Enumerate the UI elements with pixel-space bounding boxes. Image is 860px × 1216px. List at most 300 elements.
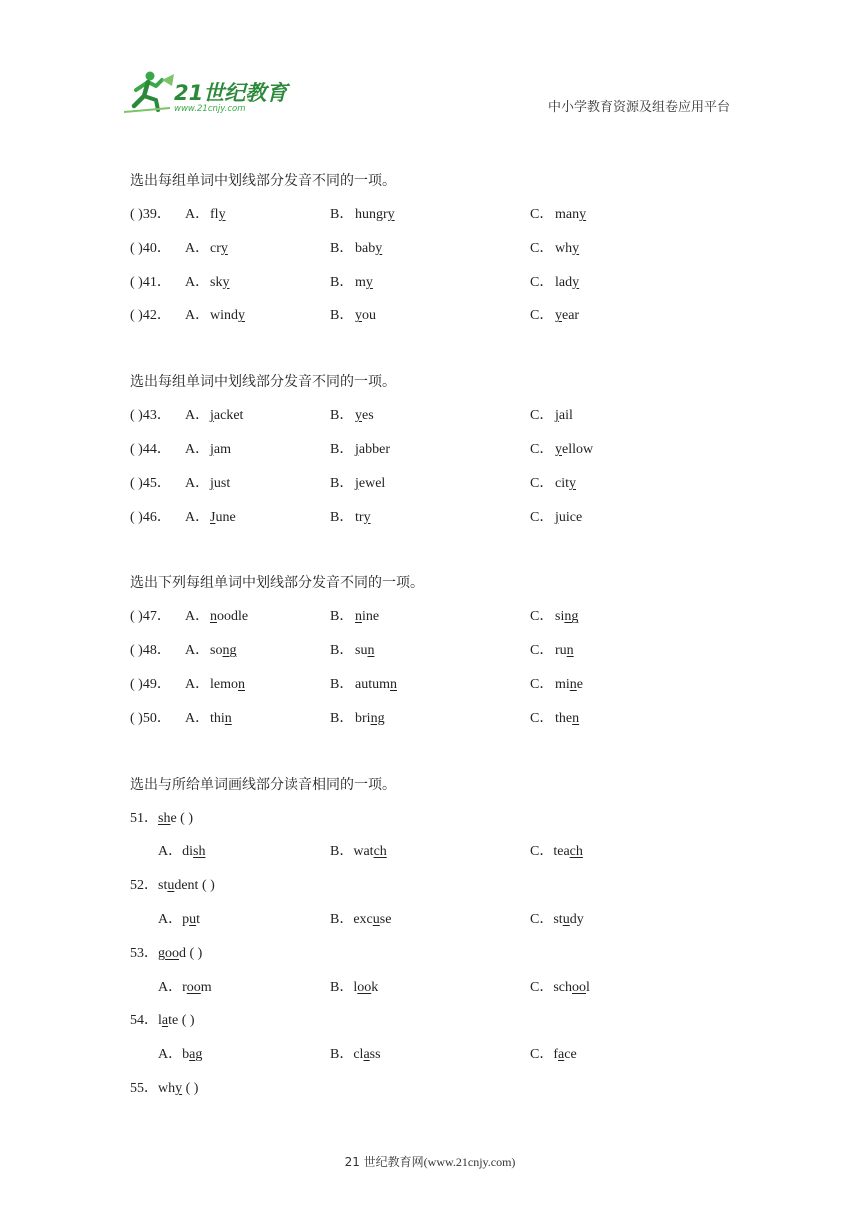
underlined-part: n (238, 676, 245, 692)
option-b[interactable] (330, 269, 373, 297)
underlined-part: sh (193, 844, 206, 860)
word-part: m (355, 274, 366, 290)
option-word (355, 275, 373, 290)
option-word (553, 844, 583, 859)
option-b[interactable] (330, 470, 385, 498)
word-part: si (555, 609, 565, 625)
option-word (353, 912, 391, 927)
underlined-part: sh (158, 810, 171, 826)
question-row (130, 603, 770, 637)
underlined-part: a (161, 1013, 169, 1029)
underlined-part: y (579, 207, 587, 222)
option-word (353, 980, 378, 995)
option-word (553, 1047, 576, 1062)
option-label: A． (185, 609, 210, 625)
option-word (355, 643, 374, 658)
option-a[interactable] (158, 906, 200, 934)
underlined-part: a (189, 1047, 196, 1063)
word-part: g (158, 945, 165, 961)
question-number: ( )41． (130, 274, 171, 290)
option-label: A． (158, 911, 183, 927)
underlined-part: y (218, 207, 226, 222)
option-label: C． (530, 643, 554, 659)
underlined-part: n (224, 710, 232, 726)
option-label: A． (158, 1047, 183, 1063)
word-part: st (553, 911, 563, 927)
underlined-part: y (572, 274, 580, 290)
option-word (210, 476, 230, 491)
option-label: B． (330, 911, 354, 927)
underlined-part: y (555, 441, 562, 457)
option-label: C． (530, 408, 554, 424)
word-part: di (182, 844, 194, 860)
word-part: se (379, 911, 392, 927)
option-word (555, 275, 579, 290)
option-b[interactable] (330, 504, 371, 532)
word-part: lemo (210, 676, 238, 692)
word-part: ewel (358, 475, 386, 491)
option-word (182, 980, 212, 995)
option-label: B． (330, 609, 354, 625)
option-c[interactable] (530, 470, 576, 498)
word-part: wind (210, 308, 238, 324)
word-part: ru (555, 643, 567, 659)
underlined-part: y (555, 308, 562, 324)
option-label: C． (530, 1047, 554, 1063)
word-part: bri (355, 710, 371, 726)
option-a[interactable] (185, 235, 228, 263)
option-label: B． (330, 676, 354, 692)
option-b[interactable] (330, 302, 376, 330)
word-part: autum (355, 676, 390, 692)
underlined-part: J (210, 509, 216, 525)
underlined-part: ng (564, 609, 579, 625)
question-number: ( )46． (130, 509, 171, 525)
word-part: g (195, 1047, 203, 1063)
option-c[interactable] (530, 436, 593, 464)
word-part: acket (213, 408, 244, 424)
underlined-part: a (558, 1047, 565, 1063)
option-word (355, 677, 397, 692)
option-label: C． (530, 207, 554, 222)
word-part: tea (553, 844, 570, 860)
underlined-part: y (387, 207, 395, 222)
question-row (130, 269, 770, 303)
option-a[interactable] (185, 436, 231, 464)
word-part: r (182, 979, 187, 995)
option-b[interactable] (330, 235, 382, 263)
options-row (130, 838, 770, 872)
underlined-part: y (365, 274, 373, 290)
question-number: ( )42． (130, 308, 171, 324)
option-b[interactable] (330, 402, 374, 430)
option-c[interactable] (530, 201, 586, 229)
logo-21cnjy (122, 68, 292, 116)
option-label: C． (530, 475, 554, 491)
option-word (555, 207, 586, 222)
option-word (355, 408, 374, 423)
underlined-part: j (555, 509, 559, 525)
exercise-section (130, 167, 770, 336)
logo-url: www.21cnjy.com (174, 104, 246, 114)
option-label: A． (158, 979, 183, 995)
word-part: hungr (355, 207, 388, 222)
question-row (130, 402, 770, 436)
question-number: ( )47． (130, 609, 171, 625)
option-a[interactable] (158, 974, 212, 1002)
underlined-part: j (210, 475, 214, 491)
option-label: A． (185, 308, 210, 324)
underlined-part: u (562, 911, 570, 927)
option-b[interactable] (330, 705, 385, 733)
question-row (130, 436, 770, 470)
option-word (555, 442, 593, 457)
word-part: es (362, 408, 374, 424)
footer-url: (www.21cnjy.com) (423, 1155, 516, 1169)
word-part: sch (553, 979, 573, 995)
option-word (182, 1047, 202, 1062)
underlined-part: u (189, 911, 197, 927)
options-row (130, 1041, 770, 1075)
question-number: ( )45． (130, 475, 171, 491)
option-label: A． (185, 475, 210, 491)
option-c[interactable] (530, 637, 574, 665)
page-header (0, 0, 860, 130)
underlined-part: j (555, 408, 559, 424)
option-c[interactable] (530, 838, 583, 866)
option-c[interactable] (530, 269, 579, 297)
option-word (210, 408, 243, 423)
option-label: B． (330, 844, 354, 860)
word-part: ( ) (182, 1080, 199, 1096)
option-label: B． (330, 308, 354, 324)
underlined-part: ch (373, 844, 387, 860)
option-c[interactable] (530, 906, 584, 934)
word-part: ine (362, 609, 380, 625)
option-a[interactable] (185, 637, 236, 665)
options-row (130, 974, 770, 1008)
word-part: l (353, 979, 358, 995)
option-label: C． (530, 609, 554, 625)
word-part: t (196, 911, 201, 927)
option-word (555, 308, 579, 323)
option-word (182, 844, 205, 859)
exercise-section (130, 771, 770, 1109)
word-part: ou (362, 308, 376, 324)
word-part: p (182, 911, 190, 927)
option-label: C． (530, 979, 554, 995)
question-number: ( )43． (130, 408, 171, 424)
underlined-part: y (572, 240, 580, 256)
option-word (555, 241, 579, 256)
option-b[interactable] (330, 838, 387, 866)
underlined-part: y (355, 408, 362, 424)
option-label: B． (330, 1047, 354, 1063)
question-number: ( )48． (130, 643, 171, 659)
underlined-part: n (210, 609, 217, 625)
word-part: cr (210, 240, 221, 256)
option-label: B． (330, 643, 354, 659)
word-part: ce (564, 1047, 577, 1063)
underlined-part: oo (357, 979, 372, 995)
word-part: cl (353, 1047, 364, 1063)
underlined-part: y (175, 1080, 183, 1096)
word-part: d ( ) (179, 945, 203, 961)
underlined-part: oo (165, 945, 179, 961)
word-part: wh (158, 1080, 176, 1096)
option-a[interactable] (158, 1041, 202, 1069)
option-label: C． (530, 274, 554, 290)
option-word (210, 442, 231, 457)
option-word (210, 207, 226, 222)
word-part: l (158, 1013, 162, 1029)
option-a[interactable] (185, 705, 232, 733)
underlined-part: oo (186, 979, 201, 995)
underlined-part: y (222, 274, 230, 290)
question-number: ( )50． (130, 710, 171, 726)
option-b[interactable] (330, 603, 379, 631)
option-label: B． (330, 274, 354, 290)
underlined-part: j (355, 475, 359, 491)
option-a[interactable] (185, 302, 245, 330)
option-label: A． (185, 676, 210, 692)
question-number: 53． (130, 945, 158, 961)
option-b[interactable] (330, 1041, 381, 1069)
option-word (555, 408, 573, 423)
question-number: 54． (130, 1013, 158, 1029)
option-a[interactable] (185, 269, 229, 297)
option-label: C． (530, 240, 554, 256)
word-part: dent ( ) (174, 878, 215, 894)
section-instruction: 选出每组单词中划线部分发音不同的一项。 (130, 173, 396, 189)
word-part: su (355, 643, 368, 659)
option-a[interactable] (185, 201, 226, 229)
worksheet-content (130, 167, 770, 1141)
option-word (355, 241, 382, 256)
question-row (130, 671, 770, 705)
word-part: b (182, 1047, 190, 1063)
word-part: bab (355, 240, 376, 256)
underlined-part: n (566, 643, 574, 659)
section-instruction: 选出与所给单词画线部分读音相同的一项。 (130, 776, 396, 793)
option-label: A． (158, 844, 183, 860)
word-part: e ( ) (170, 810, 193, 826)
option-word (355, 711, 385, 726)
underlined-part: n (572, 710, 580, 726)
question-row (130, 302, 770, 336)
question-stem (130, 872, 770, 906)
option-c[interactable] (530, 603, 578, 631)
option-word (210, 643, 236, 658)
option-word (210, 711, 232, 726)
question-number: ( )44． (130, 441, 171, 457)
option-c[interactable] (530, 1041, 577, 1069)
underlined-part: y (220, 240, 228, 256)
word-part: uice (558, 509, 583, 525)
word-part: dy (569, 911, 584, 927)
option-label: B． (330, 509, 354, 525)
option-word (210, 677, 245, 692)
option-label: A． (185, 441, 210, 457)
footer-site-name: 21 世纪教育网 (344, 1155, 424, 1169)
section-instruction: 选出下列每组单词中划线部分发音不同的一项。 (130, 575, 424, 592)
underlined-part: n (569, 676, 577, 692)
option-word (210, 308, 245, 323)
option-label: C． (530, 308, 554, 324)
underlined-part: y (238, 308, 245, 324)
word-part: ust (213, 475, 231, 491)
option-word (355, 308, 376, 323)
word-part: am (213, 441, 231, 457)
option-a[interactable] (185, 671, 245, 699)
option-c[interactable] (530, 402, 573, 430)
underlined-part: u (372, 911, 380, 927)
word-part: fl (210, 207, 219, 222)
exercise-section (130, 368, 770, 537)
option-label: B． (330, 408, 354, 424)
option-word (555, 677, 583, 692)
word-part: f (553, 1047, 559, 1063)
underlined-part: n (367, 643, 375, 659)
word-part: wh (555, 240, 573, 256)
option-label: C． (530, 844, 554, 860)
option-label: B． (330, 441, 354, 457)
option-word (355, 510, 371, 525)
word-part: m (200, 979, 212, 995)
option-label: A． (185, 207, 210, 222)
option-word (555, 609, 578, 624)
word-part: st (158, 878, 168, 894)
option-b[interactable] (330, 671, 397, 699)
option-label: B． (330, 475, 354, 491)
option-b[interactable] (330, 637, 374, 665)
option-label: C． (530, 911, 554, 927)
option-word (353, 844, 386, 859)
option-label: A． (185, 240, 210, 256)
option-label: A． (185, 274, 210, 290)
platform-tagline: 中小学教育资源及组卷应用平台 (548, 100, 731, 115)
option-c[interactable] (530, 302, 579, 330)
logo-text: 21世纪教育 (174, 81, 288, 105)
underlined-part: y (355, 308, 362, 324)
question-stem (130, 940, 770, 974)
option-a[interactable] (185, 470, 230, 498)
option-word (555, 711, 579, 726)
option-label: C． (530, 441, 554, 457)
word-part: wat (353, 844, 374, 860)
option-label: B． (330, 240, 354, 256)
option-c[interactable] (530, 705, 579, 733)
option-a[interactable] (185, 603, 248, 631)
question-number: 55． (130, 1080, 158, 1096)
underlined-part: ch (569, 844, 583, 860)
underlined-part: u (167, 878, 175, 894)
word-part: ear (562, 308, 580, 324)
word-part: so (210, 643, 223, 659)
option-word (210, 241, 228, 256)
option-word (355, 207, 395, 222)
underlined-part: y (569, 475, 576, 491)
question-row (130, 470, 770, 504)
word-part: e (576, 676, 583, 692)
option-label: B． (330, 979, 354, 995)
word-part: man (555, 207, 580, 222)
options-row (130, 906, 770, 940)
page-footer (0, 1153, 860, 1170)
question-number: ( )39． (130, 207, 171, 222)
word-part: the (555, 710, 573, 726)
option-b[interactable] (330, 974, 378, 1002)
question-stem (130, 805, 770, 839)
option-b[interactable] (330, 436, 390, 464)
option-a[interactable] (158, 838, 205, 866)
word-part: une (215, 509, 236, 525)
option-word (355, 476, 385, 491)
option-label: C． (530, 710, 554, 726)
option-word (353, 1047, 380, 1062)
question-stem (130, 1007, 770, 1041)
exercise-section (130, 569, 770, 738)
option-b[interactable] (330, 906, 391, 934)
option-c[interactable] (530, 235, 579, 263)
word-part: mi (555, 676, 570, 692)
option-word (210, 510, 236, 525)
option-label: A． (185, 643, 210, 659)
word-part: ss (369, 1047, 381, 1063)
underlined-part: ng (222, 643, 237, 659)
word-part: abber (358, 441, 390, 457)
option-b[interactable] (330, 201, 395, 229)
underlined-part: j (355, 441, 359, 457)
section-instruction: 选出每组单词中划线部分发音不同的一项。 (130, 374, 396, 391)
option-word (182, 912, 200, 927)
option-word (555, 510, 582, 525)
underlined-part: y (375, 240, 383, 256)
option-a[interactable] (185, 402, 243, 430)
underlined-part: j (210, 408, 214, 424)
option-label: B． (330, 207, 354, 222)
underlined-part: n (390, 676, 397, 692)
word-part: sk (210, 274, 223, 290)
question-number: ( )49． (130, 676, 171, 692)
underlined-part: j (210, 441, 214, 457)
option-label: C． (530, 676, 554, 692)
question-number: ( )40． (130, 240, 171, 256)
option-c[interactable] (530, 671, 583, 699)
option-word (553, 980, 590, 995)
word-part: lad (555, 274, 573, 290)
underlined-part: a (363, 1047, 370, 1063)
question-stem (130, 1075, 770, 1109)
question-number: 52． (130, 878, 158, 894)
option-c[interactable] (530, 504, 582, 532)
option-label: C． (530, 509, 554, 525)
option-c[interactable] (530, 974, 590, 1002)
option-a[interactable] (185, 504, 236, 532)
underlined-part: ng (370, 710, 385, 726)
word-part: k (371, 979, 379, 995)
word-part: thi (210, 710, 225, 726)
option-label: A． (185, 509, 210, 525)
word-part: l (586, 979, 590, 995)
option-word (555, 476, 576, 491)
underlined-part: n (355, 609, 362, 625)
option-word (210, 609, 248, 624)
word-part: ail (558, 408, 573, 424)
question-number: 51． (130, 810, 158, 826)
option-word (555, 643, 574, 658)
underlined-part: oo (572, 979, 587, 995)
